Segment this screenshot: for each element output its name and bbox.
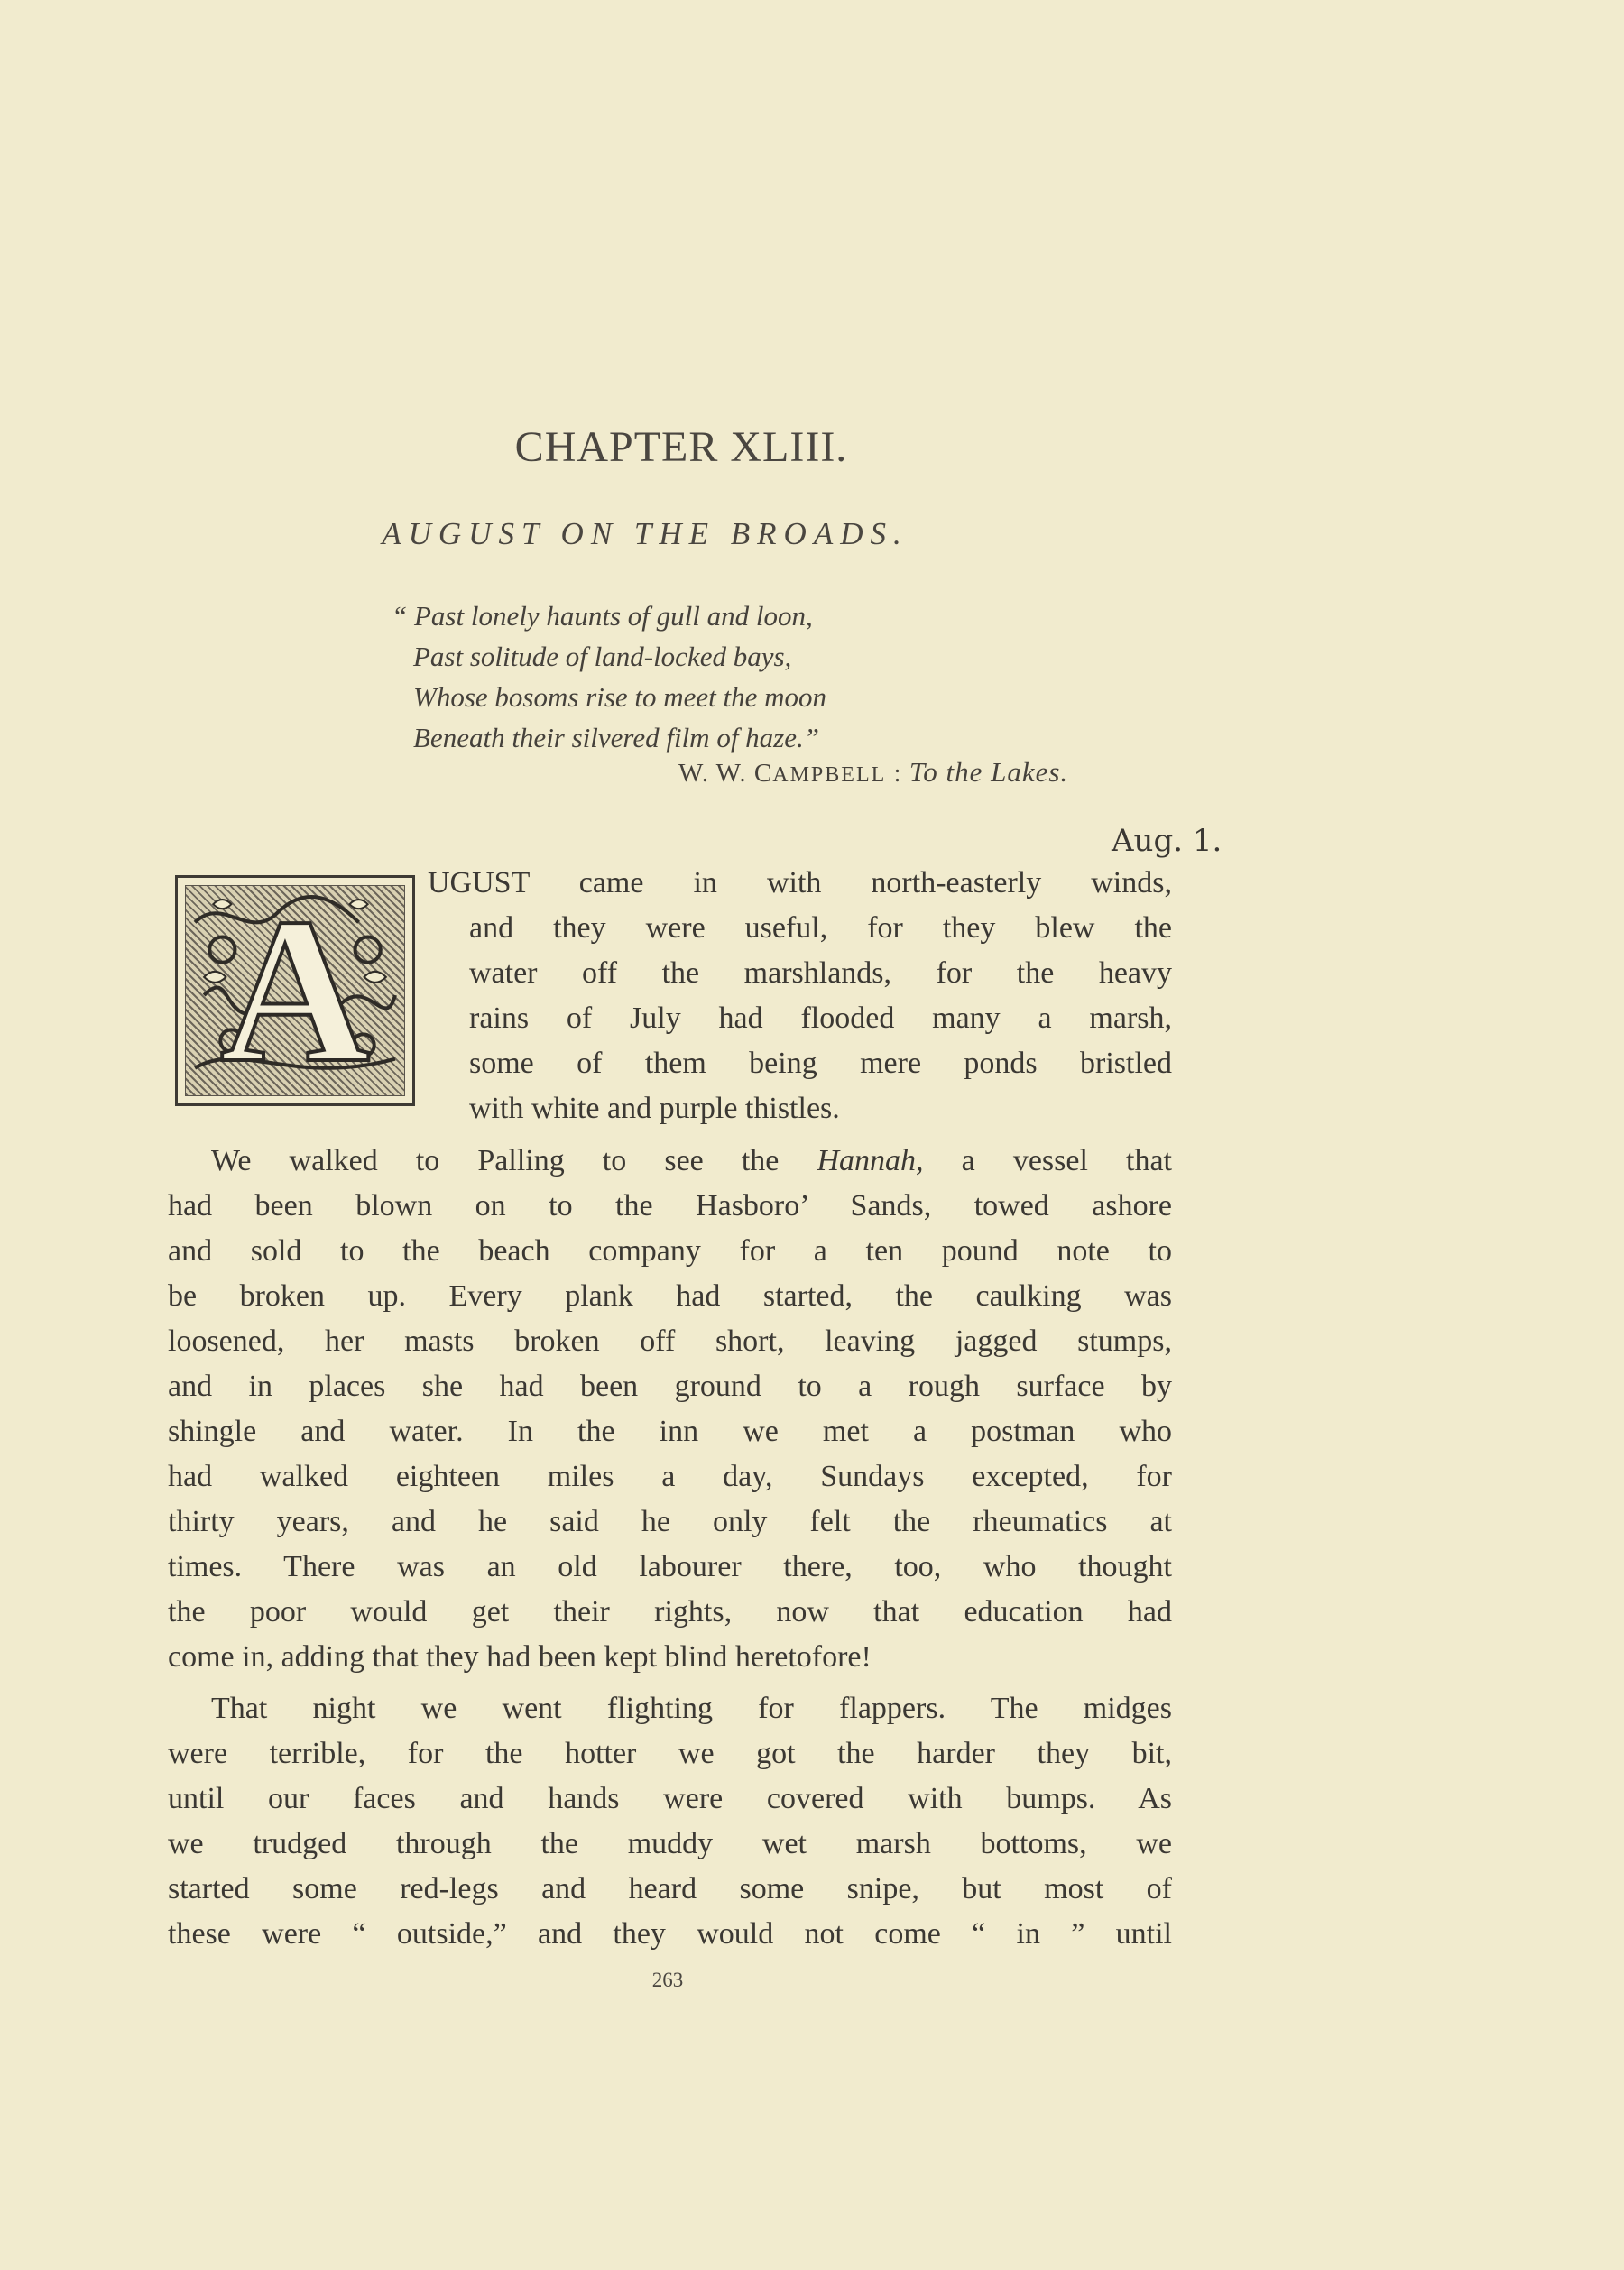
epigraph-line: Past solitude of land-locked bays, [413,641,792,672]
paragraph-line: thirty years, and he said he only felt the rheumatics at [168,1505,1172,1538]
paragraph-line: That night we went flighting for flappers. The midges [211,1692,1172,1725]
paragraph-line: rains of July had flooded many a marsh, [469,1001,1172,1035]
attribution-separator: : [886,759,909,788]
paragraph-line: and in places she had been ground to a rough surface by [168,1370,1172,1403]
paragraph-line: until our faces and hands were covered with bumps. As [168,1782,1172,1815]
paragraph-line: the poor would get their rights, now that education had [168,1595,1172,1629]
epigraph-attribution [678,756,1068,789]
paragraph-line: be broken up. Every plank had started, the caulking was [168,1279,1172,1313]
paragraph-line: with white and purple thistles. [469,1092,840,1125]
line-text: We walked to Palling to see the [211,1144,817,1177]
dateline: Aug. 1. [1112,823,1223,859]
epigraph-line: Whose bosoms rise to meet the moon [413,681,827,713]
epigraph-line: “ Past lonely haunts of gull and loon, [392,600,813,632]
paragraph-line: some of them being mere ponds bristled [469,1047,1172,1080]
paragraph-line: we trudged through the muddy wet marsh bottoms, we [168,1827,1172,1860]
drop-cap-letter: A [219,885,371,1096]
paragraph-line: these were “ outside,” and they would not come “ in ” until [168,1917,1172,1951]
attribution-author-rest: AMPBELL [772,763,887,787]
paragraph-line: had walked eighteen miles a day, Sundays excepted, for [168,1460,1172,1493]
paragraph-line: UGUST came in with north-easterly winds, [428,866,1172,900]
attribution-initials: W. W. [678,759,754,788]
epigraph-line: Beneath their silvered film of haze.” [413,722,819,753]
chapter-title: CHAPTER XLIII. [514,423,848,471]
line-text: a vessel that [923,1144,1172,1177]
paragraph-line: shingle and water. In the inn we met a postman who [168,1415,1172,1448]
paragraph-line: had been blown on to the Hasboro’ Sands, towed ashore [168,1189,1172,1223]
attribution-source: To the Lakes. [909,756,1069,788]
paragraph-line: were terrible, for the hotter we got the harder they bit, [168,1737,1172,1770]
paragraph-line: water off the marshlands, for the heavy [469,956,1172,990]
paragraph-line: and sold to the beach company for a ten pound note to [168,1234,1172,1268]
paragraph-line: come in, adding that they had been kept blind heretofore! [168,1640,872,1674]
decorated-initial [175,875,415,1106]
paragraph-line [211,1144,1172,1178]
paragraph-line: loosened, her masts broken off short, leaving jagged stumps, [168,1324,1172,1358]
page-number: 263 [651,1969,684,1991]
initial-ornament [185,885,405,1096]
attribution-author-first: C [753,759,773,788]
paragraph-line: and they were useful, for they blew the [469,911,1172,945]
paragraph-line: times. There was an old labourer there, too, who thought [168,1550,1172,1583]
vessel-name: Hannah, [817,1144,924,1177]
chapter-subtitle: AUGUST ON THE BROADS. [382,516,909,551]
paragraph-line: started some red-legs and heard some snipe, but most of [168,1872,1172,1906]
